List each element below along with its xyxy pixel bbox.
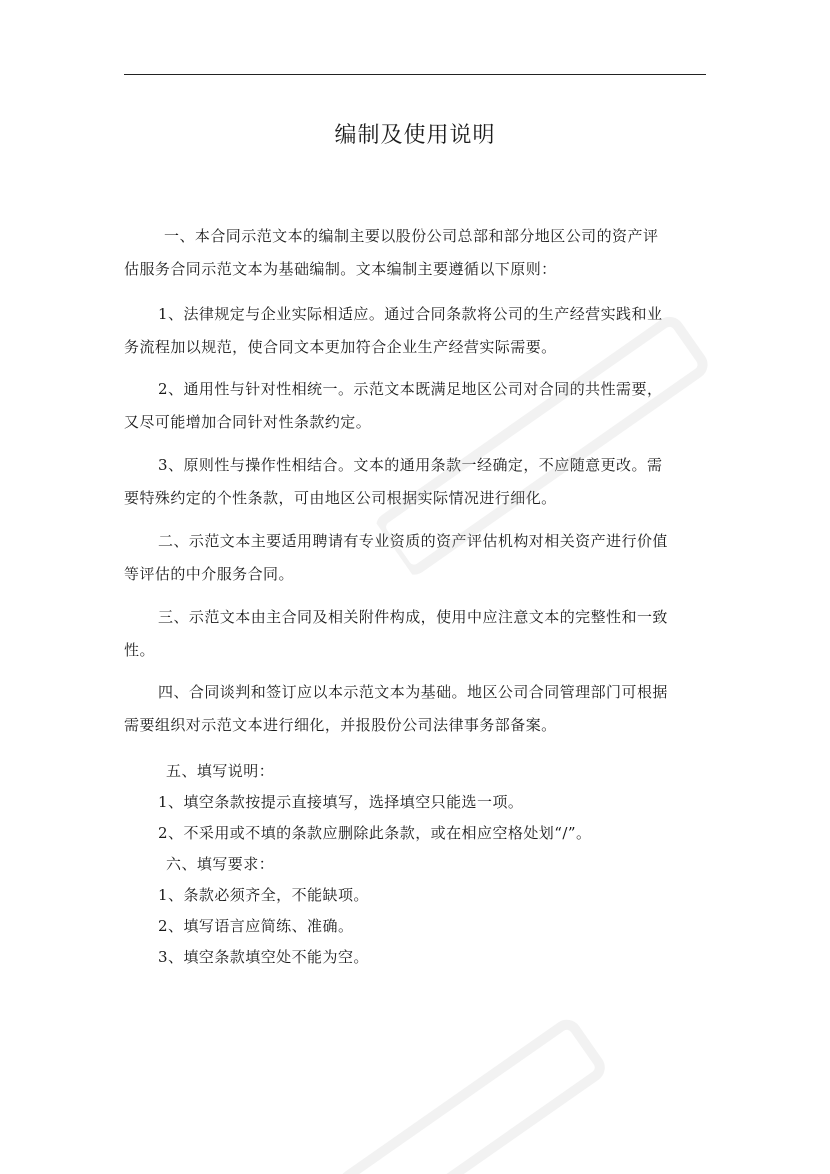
header-rule	[124, 74, 706, 75]
instruction-item: 2、填写语言应简练、准确。	[158, 917, 354, 935]
watermark-mark	[323, 985, 638, 1174]
paragraph-7	[124, 676, 714, 742]
instruction-item: 1、条款必须齐全，不能缺项。	[158, 886, 369, 904]
paragraph-line: 1、法律规定与企业实际相适应。通过合同条款将公司的生产经营实践和业	[158, 305, 663, 323]
paragraph-line: 又尽可能增加合同针对性条款约定。	[124, 413, 372, 431]
page-title: 编制及使用说明	[334, 123, 496, 148]
paragraph-line: 2、通用性与针对性相统一。示范文本既满足地区公司对合同的共性需要，	[158, 380, 663, 398]
instruction-item: 1、填空条款按提示直接填写，选择填空只能选一项。	[158, 793, 524, 811]
paragraph-2	[124, 298, 714, 364]
paragraph-line: 估服务合同示范文本为基础编制。文本编制主要遵循以下原则：	[124, 260, 557, 278]
section-heading: 五、填写说明：	[166, 762, 275, 780]
paragraph-line: 3、原则性与操作性相结合。文本的通用条款一经确定，不应随意更改。需	[158, 456, 663, 474]
paragraph-line: 等评估的中介服务合同。	[124, 565, 294, 583]
paragraph-5	[124, 525, 714, 591]
paragraph-line: 务流程加以规范，使合同文本更加符合企业生产经营实际需要。	[124, 338, 557, 356]
paragraph-line: 四、合同谈判和签订应以本示范文本为基础。地区公司合同管理部门可根据	[158, 683, 668, 701]
paragraph-line: 要特殊约定的个性条款，可由地区公司根据实际情况进行细化。	[124, 489, 557, 507]
paragraph-3	[124, 373, 714, 439]
paragraph-line: 二、示范文本主要适用聘请有专业资质的资产评估机构对相关资产进行价值	[158, 532, 668, 550]
paragraph-6	[124, 601, 714, 667]
fill-instructions	[124, 756, 714, 973]
paragraph-line: 三、示范文本由主合同及相关附件构成，使用中应注意文本的完整性和一致	[158, 608, 668, 626]
paragraph-line: 性。	[124, 641, 155, 659]
paragraph-1	[124, 220, 714, 286]
section-heading: 六、填写要求：	[166, 855, 275, 873]
paragraph-line: 一、本合同示范文本的编制主要以股份公司总部和部分地区公司的资产评	[164, 227, 659, 245]
instruction-item: 2、不采用或不填的条款应删除此条款，或在相应空格处划“/”。	[158, 824, 592, 842]
instruction-item: 3、填空条款填空处不能为空。	[158, 948, 369, 966]
paragraph-line: 需要组织对示范文本进行细化，并报股份公司法律事务部备案。	[124, 716, 557, 734]
paragraph-4	[124, 449, 714, 515]
